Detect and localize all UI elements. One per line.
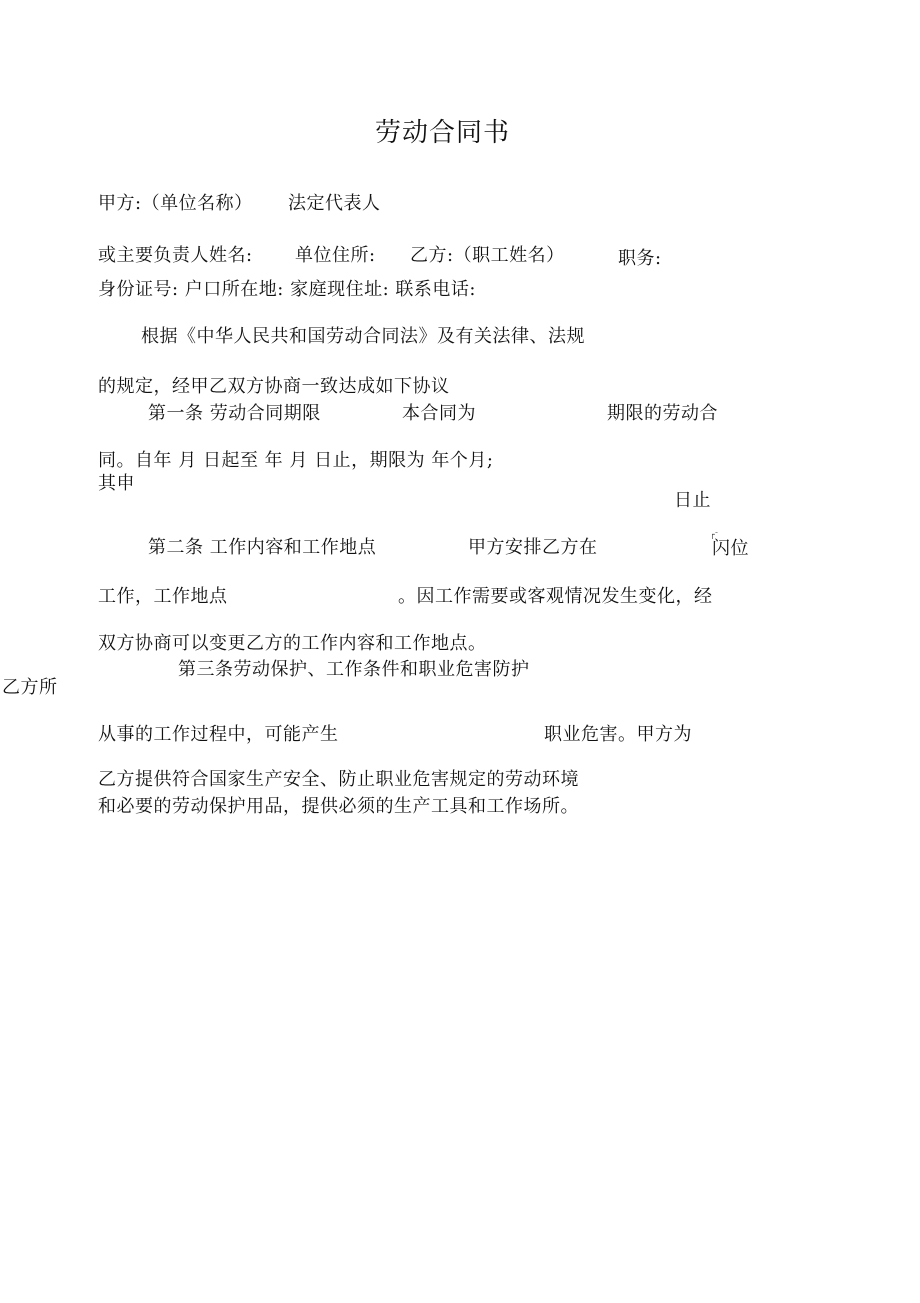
document-title: 劳动合同书 (375, 118, 511, 148)
article-3-line-3: 和必要的劳动保护用品，提供必须的生产工具和工作场所。 (98, 796, 579, 817)
legal-representative-label: 法定代表人 (288, 193, 381, 214)
party-a-label: 甲方:（单位名称） (98, 193, 253, 214)
article-1-line-2: 同。自年 月 日起至 年 月 日止，期限为 年个月; (98, 450, 494, 471)
article-3-line-1b: 职业危害。甲方为 (544, 724, 692, 745)
duty-label: 职务: (618, 248, 662, 269)
article-2-text-1: 甲方安排乙方在 (468, 537, 598, 558)
article-2-line-2b: 。因工作需要或客观情况发生变化，经 (398, 586, 713, 607)
article-1-heading: 第一条 劳动合同期限 (148, 403, 321, 424)
personal-info-labels: 身份证号: 户口所在地: 家庭现住址: 联系电话: (98, 279, 476, 300)
article-1-line-4: 日止 (674, 490, 711, 511)
article-1-line-3: 其申 (98, 473, 135, 494)
unit-address-label: 单位住所: (295, 245, 376, 266)
preamble-line-2: 的规定，经甲乙双方协商一致达成如下协议 (98, 376, 450, 397)
article-1-text-2: 期限的劳动合 (607, 403, 718, 424)
article-3-margin-text: 乙方所 (2, 677, 58, 698)
article-2-heading: 第二条 工作内容和工作地点 (148, 537, 377, 558)
article-3-line-1a: 从事的工作过程中，可能产生 (98, 724, 339, 745)
party-b-label: 乙方:（职工姓名） (410, 245, 565, 266)
article-2-mark: ┌ᐨ (710, 530, 718, 539)
article-2-line-2a: 工作，工作地点 (98, 586, 228, 607)
article-1-text-1: 本合同为 (402, 403, 476, 424)
preamble-line-1: 根据《中华人民共和国劳动合同法》及有关法律、法规 (141, 326, 585, 347)
article-2-line-3: 双方协商可以变更乙方的工作内容和工作地点。 (98, 633, 487, 654)
article-2-text-2: 闪位 (712, 538, 749, 559)
article-3-heading: 第三条劳动保护、工作条件和职业危害防护 (178, 659, 530, 680)
article-3-line-2: 乙方提供符合国家生产安全、防止职业危害规定的劳动环境 (98, 769, 579, 790)
head-name-label: 或主要负责人姓名: (98, 245, 253, 266)
